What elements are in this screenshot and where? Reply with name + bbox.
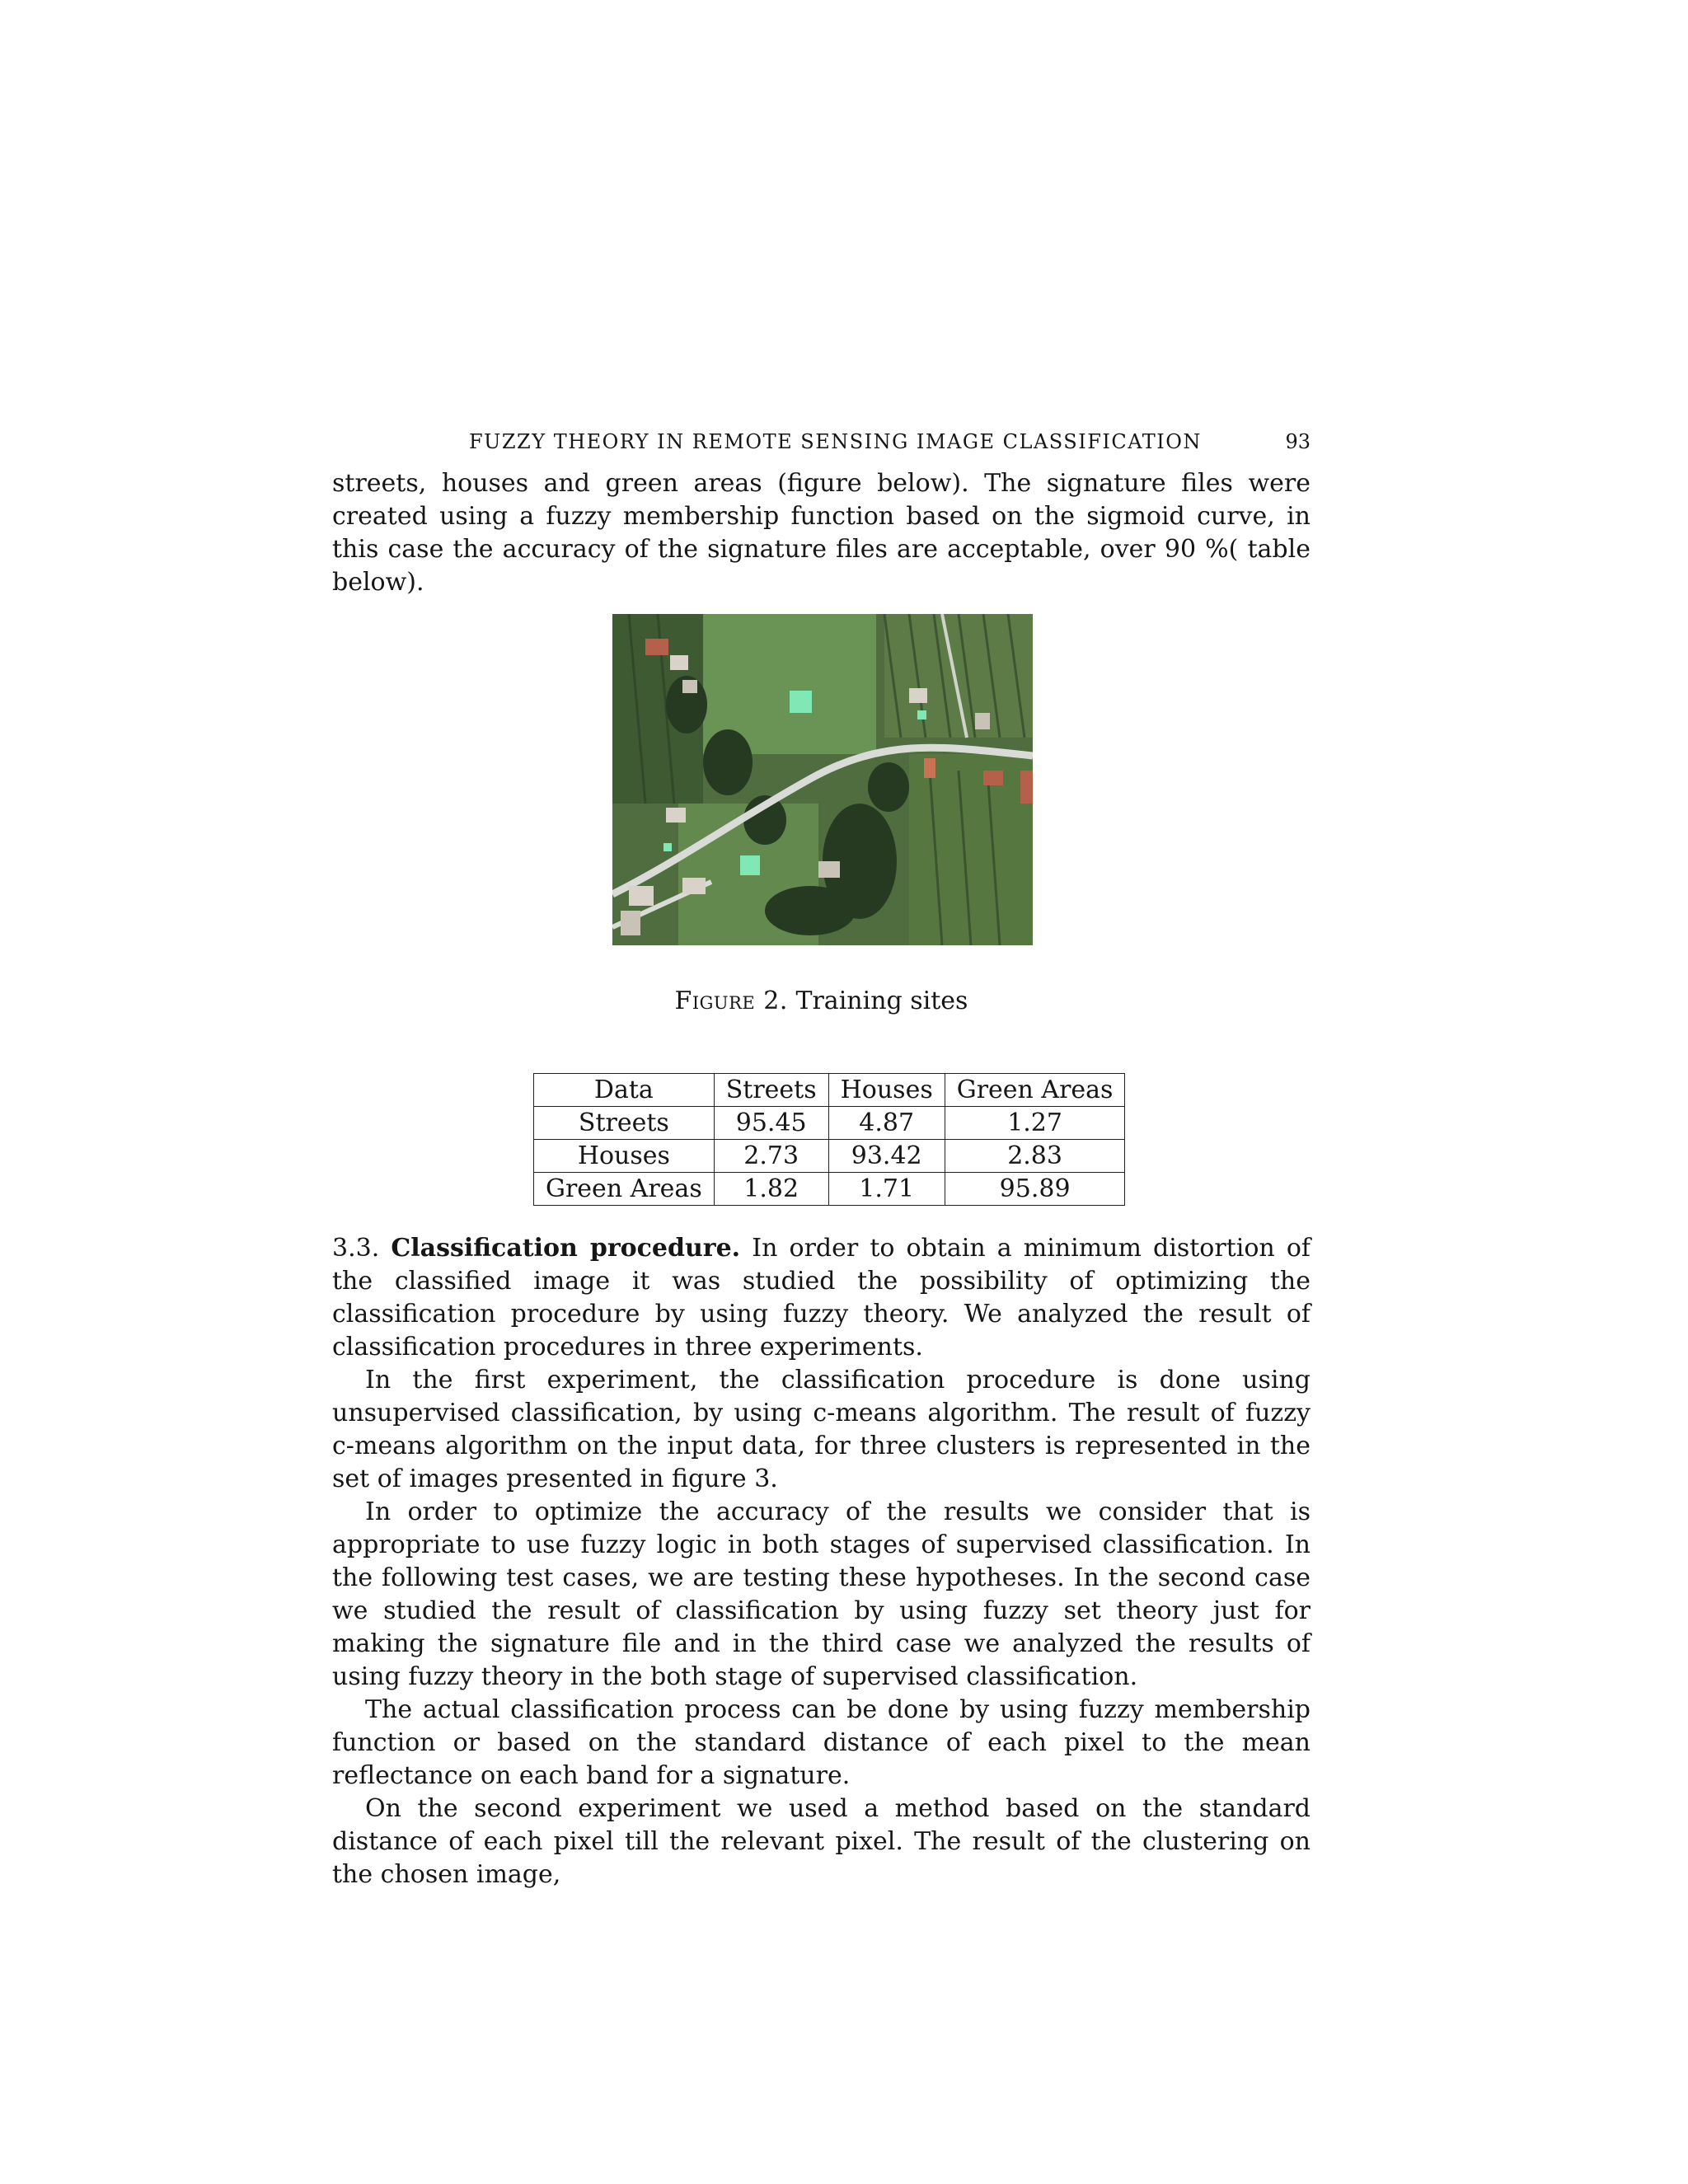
table-cell: Streets <box>534 1107 715 1140</box>
running-head <box>332 430 1311 460</box>
table-header-cell: Streets <box>714 1074 828 1107</box>
table-cell: 4.87 <box>828 1107 945 1140</box>
training-sites-aerial-image <box>612 614 1033 945</box>
table-cell: 2.73 <box>714 1140 828 1173</box>
section-title: Classification procedure. <box>391 1234 741 1263</box>
table-header-cell: Green Areas <box>945 1074 1125 1107</box>
table-cell: Green Areas <box>534 1173 715 1206</box>
figure-caption <box>332 985 1311 1018</box>
table-header-cell: Houses <box>828 1074 945 1107</box>
table-row <box>534 1140 1125 1173</box>
section-paragraph-3: In order to optimize the accuracy of the results we consider that is appropriate to use fuzzy logic in both stages of supervised classification. In the following test cases, we are testing these hypotheses. In the second case we studied the result of classification by using fuzzy set theory just for making the signature file and in the third case we analyzed the results of using fuzzy theory in the both stage of supervised classification. <box>332 1497 1311 1691</box>
table-cell: 1.71 <box>828 1173 945 1206</box>
section-paragraph-5: On the second experiment we used a method based on the standard distance of each pixel till the relevant pixel. The result of the clustering on the chosen image, <box>332 1794 1311 1889</box>
section-paragraph-1-text: In order to obtain a minimum distortion of the classified image it was studied the possibility of optimizing the classification procedure by using fuzzy theory. We analyzed the result of classification procedures in three experiments. <box>332 1234 1311 1361</box>
table-cell: 95.89 <box>945 1173 1125 1206</box>
section-paragraph-1 <box>332 1232 1311 1364</box>
figure-label: Figure 2. <box>674 987 788 1015</box>
table-cell: 93.42 <box>828 1140 945 1173</box>
accuracy-table <box>533 1073 1125 1206</box>
table-cell: 1.27 <box>945 1107 1125 1140</box>
section-paragraph-4: The actual classification process can be done by using fuzzy membership function or based on the standard distance of each pixel to the mean reflectance on each band for a signature. <box>332 1695 1311 1790</box>
table-header-cell: Data <box>534 1074 715 1107</box>
figure-caption-text: Training sites <box>795 987 968 1015</box>
section-number: 3.3. <box>332 1234 380 1263</box>
table-cell: Houses <box>534 1140 715 1173</box>
page-number: 93 <box>1285 430 1311 453</box>
table-cell: 1.82 <box>714 1173 828 1206</box>
running-title: FUZZY THEORY IN REMOTE SENSING IMAGE CLASSIFICATION <box>469 430 1202 453</box>
table-cell: 2.83 <box>945 1140 1125 1173</box>
section-paragraph-2: In the first experiment, the classification procedure is done using unsupervised classification, by using c-means algorithm. The result of fuzzy c-means algorithm on the input data, for three clusters is represented in the set of images presented in figure 3. <box>332 1366 1311 1493</box>
table-row <box>534 1173 1125 1206</box>
table-header-row <box>534 1074 1125 1107</box>
table-row <box>534 1107 1125 1140</box>
table-cell: 95.45 <box>714 1107 828 1140</box>
intro-paragraph: streets, houses and green areas (figure below). The signature files were created using a fuzzy membership function based on the sigmoid curve, in this case the accuracy of the signature files are acceptable, over 90 %( table below). <box>332 469 1311 597</box>
